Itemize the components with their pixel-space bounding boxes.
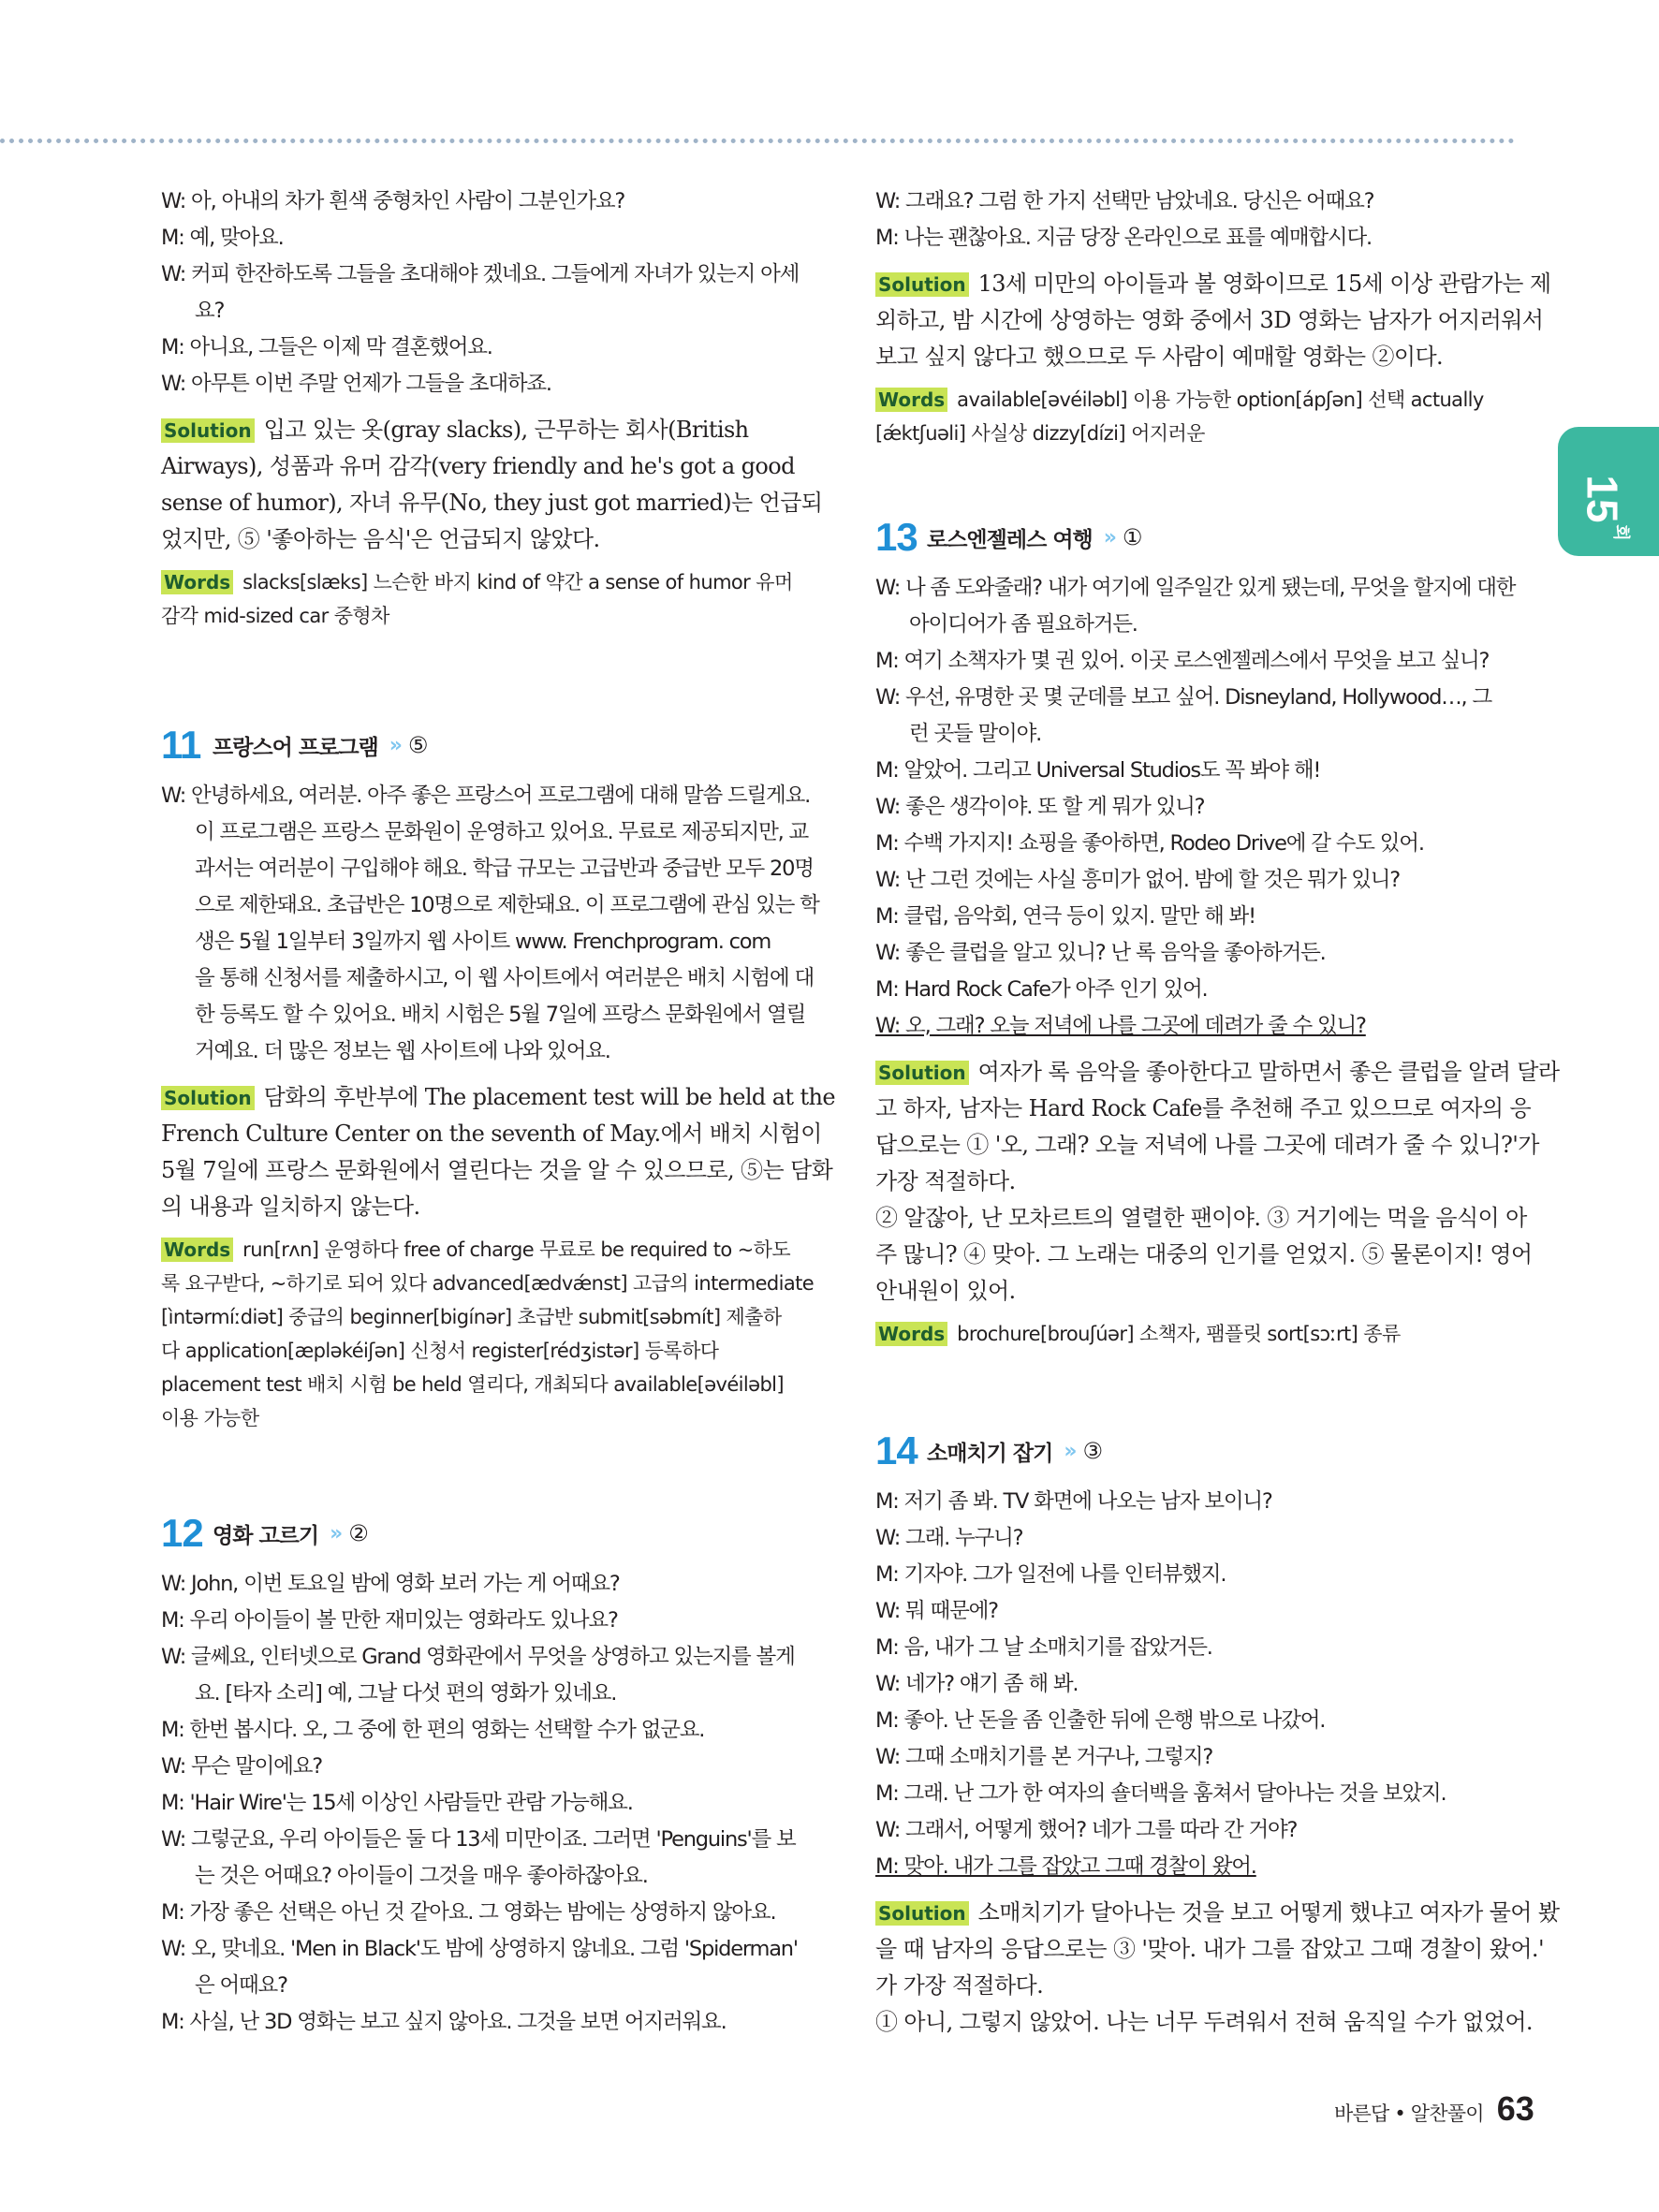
section-number: 11 xyxy=(161,723,201,767)
solution-line: 가장 적절하다. xyxy=(875,1168,1016,1194)
section-number: 13 xyxy=(875,515,918,559)
dialogue-line: M: 여기 소책자가 몇 권 있어. 이곳 로스엔젤레스에서 무엇을 보고 싶니? xyxy=(875,649,1490,673)
answer-mark: ① xyxy=(1122,524,1143,550)
page-number: 63 xyxy=(1496,2089,1534,2128)
footer-label: 바른답 • 알찬풀이 xyxy=(1334,2102,1484,2125)
section-13-heading xyxy=(875,514,1514,561)
top-dotted-rule xyxy=(0,139,1515,143)
answer-mark: ② xyxy=(348,1520,369,1546)
words-line: 다 application[æpləkéiʃən] 신청서 register[rédʒistər] 등록하다 xyxy=(161,1340,719,1362)
solution-paragraph: Solution 여자가 록 음악을 좋아한다고 말하면서 좋은 클럽을 알려 달라 xyxy=(875,1054,1514,1091)
dialogue-line: W: 난 그런 것에는 사실 흥미가 없어. 밤에 할 것은 뭐가 있니? xyxy=(875,868,1401,892)
dialogue-line: M: 아니요, 그들은 이제 막 결혼했어요. xyxy=(161,335,492,359)
solution-line: 의 내용과 일치하지 않는다. xyxy=(161,1194,420,1220)
dialogue-line: 요? xyxy=(195,299,225,323)
words-paragraph: Words available[əvéiləbl] 이용 가능한 option[ápʃən] 선택 actually xyxy=(875,383,1514,417)
solution-line: 고 하자, 남자는 Hard Rock Cafe를 추천해 주고 있으므로 여자의 응 xyxy=(875,1095,1532,1121)
words-line: [ìntərmíːdiət] 중급의 beginner[bigínər] 초급반 submit[səbmít] 제출하 xyxy=(161,1306,782,1328)
words-paragraph: Words run[rʌn] 운영하다 free of charge 무료로 be required to ~하도 xyxy=(161,1233,800,1267)
double-chevron-icon: ›› xyxy=(389,733,399,757)
solution-paragraph: Solution 입고 있는 옷(gray slacks), 근무하는 회사(British xyxy=(161,412,800,448)
dialogue-line: 생은 5월 1일부터 3일까지 웹 사이트 www. Frenchprogram. com xyxy=(195,930,771,954)
dialogue-line: W: 그래. 누구니? xyxy=(875,1526,1023,1550)
double-chevron-icon: ›› xyxy=(1103,525,1113,549)
dialogue-line: 을 통해 신청서를 제출하시고, 이 웹 사이트에서 여러분은 배치 시험에 대 xyxy=(195,966,814,990)
dialogue-line: M: 우리 아이들이 볼 만한 재미있는 영화라도 있나요? xyxy=(161,1608,618,1633)
solution-line: French Culture Center on the seventh of May.에서 배치 시험이 xyxy=(161,1121,822,1147)
dialogue-line: M: 사실, 난 3D 영화는 보고 싶지 않아요. 그것을 보면 어지러워요. xyxy=(161,2010,727,2034)
solution-tag: Solution xyxy=(875,272,969,297)
words-paragraph: Words brochure[brouʃúər] 소책자, 팸플릿 sort[sɔːrt] 종류 xyxy=(875,1317,1514,1351)
section-title: 소매치기 잡기 xyxy=(927,1441,1053,1466)
answer-dialogue-line: W: 오, 그래? 오늘 저녁에 나를 그곳에 데려가 줄 수 있니? xyxy=(875,1014,1366,1038)
dialogue-line: W: 좋은 생각이야. 또 할 게 뭐가 있니? xyxy=(875,795,1205,819)
words-tag: Words xyxy=(875,388,947,412)
solution-line: ① 아니, 그렇지 않았어. 나는 너무 두려워서 전혀 움직일 수가 없었어. xyxy=(875,2009,1533,2035)
dialogue-line: M: 클럽, 음악회, 연극 등이 있지. 말만 해 봐! xyxy=(875,904,1255,929)
dialogue-line: M: 좋아. 난 돈을 좀 인출한 뒤에 은행 밖으로 나갔어. xyxy=(875,1708,1326,1733)
solution-tag: Solution xyxy=(875,1061,969,1085)
dialogue-line: W: 무슨 말이에요? xyxy=(161,1754,322,1779)
solution-line: 안내원이 있어. xyxy=(875,1278,1016,1304)
words-line: placement test 배치 시험 be held 열리다, 개최되다 available[əvéiləbl] xyxy=(161,1373,785,1396)
unit-side-tab xyxy=(1558,427,1659,556)
solution-line: 답으로는 ① '오, 그래? 오늘 저녁에 나를 그곳에 데려가 줄 수 있니?'가 xyxy=(875,1132,1539,1158)
solution-line: 외하고, 밤 시간에 상영하는 영화 중에서 3D 영화는 남자가 어지러워서 xyxy=(875,307,1544,333)
dialogue-line: 거예요. 더 많은 정보는 웹 사이트에 나와 있어요. xyxy=(195,1039,610,1063)
answer-mark: ⑤ xyxy=(407,732,429,758)
solution-line: 었지만, ⑤ '좋아하는 음식'은 언급되지 않았다. xyxy=(161,526,600,552)
dialogue-line: M: 그래. 난 그가 한 여자의 숄더백을 훔쳐서 달아나는 것을 보았지. xyxy=(875,1781,1446,1806)
words-tag: Words xyxy=(875,1322,947,1346)
right-column xyxy=(875,183,1560,2041)
section-title: 로스엔젤레스 여행 xyxy=(927,527,1093,552)
dialogue-line: W: 우선, 유명한 곳 몇 군데를 보고 싶어. Disneyland, Hollywood…, 그 xyxy=(875,685,1491,710)
section-12-heading xyxy=(161,1510,800,1557)
words-line: [ǽktʃuəli] 사실상 dizzy[dízi] 어지러운 xyxy=(875,422,1205,445)
dialogue-line: W: 그래요? 그럼 한 가지 선택만 남았네요. 당신은 어때요? xyxy=(875,189,1374,213)
solution-tag: Solution xyxy=(161,418,255,443)
dialogue-line: M: 알았어. 그리고 Universal Studios도 꼭 봐야 해! xyxy=(875,758,1321,783)
dialogue-line: W: 그때 소매치기를 본 거구나, 그렇지? xyxy=(875,1745,1213,1769)
words-tag: Words xyxy=(161,1238,233,1262)
dialogue-line: M: 'Hair Wire'는 15세 이상인 사람들만 관람 가능해요. xyxy=(161,1791,633,1815)
dialogue-line: W: 안녕하세요, 여러분. 아주 좋은 프랑스어 프로그램에 대해 말씀 드릴게요. xyxy=(161,784,811,808)
solution-line: 가 가장 적절하다. xyxy=(875,1972,1044,1999)
solution-line: sense of humor), 자녀 유무(No, they just got married)는 언급되 xyxy=(161,490,823,516)
dialogue-line: W: 그래서, 어떻게 했어? 네가 그를 따라 간 거야? xyxy=(875,1818,1298,1842)
dialogue-line: W: John, 이번 토요일 밤에 영화 보러 가는 게 어때요? xyxy=(161,1572,620,1596)
solution-line: 보고 싶지 않다고 했으므로 두 사람이 예매할 영화는 ②이다. xyxy=(875,344,1444,370)
section-title: 영화 고르기 xyxy=(213,1523,319,1548)
solution-paragraph: Solution 담화의 후반부에 The placement test will be held at the xyxy=(161,1079,800,1116)
solution-line: 주 많니? ④ 맞아. 그 노래는 대중의 인기를 얻었지. ⑤ 물론이지! 영어 xyxy=(875,1241,1533,1267)
dialogue-line: 는 것은 어때요? 아이들이 그것을 매우 좋아하잖아요. xyxy=(195,1864,648,1888)
unit-label: 회 xyxy=(1610,524,1631,541)
dialogue-line: 이 프로그램은 프랑스 문화원이 운영하고 있어요. 무료로 제공되지만, 교 xyxy=(195,820,809,844)
dialogue-line: 은 어때요? xyxy=(195,1973,287,1998)
dialogue-line: M: 음, 내가 그 날 소매치기를 잡았거든. xyxy=(875,1635,1212,1660)
double-chevron-icon: ›› xyxy=(1064,1439,1074,1463)
solution-tag: Solution xyxy=(161,1086,255,1110)
words-line: 록 요구받다, ~하기로 되어 있다 advanced[ædvǽnst] 고급의 intermediate xyxy=(161,1272,815,1295)
dialogue-line: M: 가장 좋은 선택은 아닌 것 같아요. 그 영화는 밤에는 상영하지 않아요. xyxy=(161,1900,776,1925)
words-tag: Words xyxy=(161,570,233,594)
double-chevron-icon: ›› xyxy=(330,1521,340,1545)
dialogue-line: W: 네가? 얘기 좀 해 봐. xyxy=(875,1672,1079,1696)
dialogue-line: W: 오, 맞네요. 'Men in Black'도 밤에 상영하지 않네요. 그럼 'Spiderman' xyxy=(161,1937,798,1961)
dialogue-line: W: 커피 한잔하도록 그들을 초대해야 겠네요. 그들에게 자녀가 있는지 아세 xyxy=(161,262,800,286)
dialogue-line: M: 저기 좀 봐. TV 화면에 나오는 남자 보이니? xyxy=(875,1489,1272,1514)
unit-number: 15 xyxy=(1578,475,1627,523)
page-footer xyxy=(1334,2089,1534,2129)
solution-line: Airways), 성품과 유머 감각(very friendly and he's got a good xyxy=(161,453,795,479)
solution-line: 을 때 남자의 응답으로는 ③ '맞아. 내가 그를 잡았고 그때 경찰이 왔어.' xyxy=(875,1936,1544,1962)
dialogue-line: W: 아무튼 이번 주말 언제가 그들을 초대하죠. xyxy=(161,372,551,396)
words-paragraph: Words slacks[slæks] 느슨한 바지 kind of 약간 a sense of humor 유머 xyxy=(161,565,800,599)
section-number: 14 xyxy=(875,1428,918,1472)
words-line: 감각 mid-sized car 중형차 xyxy=(161,605,389,627)
dialogue-line: 아이디어가 좀 필요하거든. xyxy=(909,612,1138,637)
dialogue-line: W: 아, 아내의 차가 흰색 중형차인 사람이 그분인가요? xyxy=(161,189,625,213)
solution-tag: Solution xyxy=(875,1901,969,1926)
dialogue-line: M: 한번 봅시다. 오, 그 중에 한 편의 영화는 선택할 수가 없군요. xyxy=(161,1718,705,1742)
dialogue-line: W: 글쎄요, 인터넷으로 Grand 영화관에서 무엇을 상영하고 있는지를 볼게 xyxy=(161,1645,795,1669)
dialogue-line: W: 그렇군요, 우리 아이들은 둘 다 13세 미만이죠. 그러면 'Penguins'를 보 xyxy=(161,1827,796,1852)
dialogue-line: 으로 제한돼요. 초급반은 10명으로 제한돼요. 이 프로그램에 관심 있는 학 xyxy=(195,893,819,917)
solution-paragraph: Solution 소매치기가 달아나는 것을 보고 어떻게 했냐고 여자가 물어 봤 xyxy=(875,1895,1514,1931)
dialogue-line: 런 곳들 말이야. xyxy=(909,722,1042,746)
dialogue-line: W: 좋은 클럽을 알고 있니? 난 록 음악을 좋아하거든. xyxy=(875,941,1326,965)
section-number: 12 xyxy=(161,1511,203,1555)
section-title: 프랑스어 프로그램 xyxy=(213,735,378,760)
dialogue-line: M: 나는 괜찮아요. 지금 당장 온라인으로 표를 예매합시다. xyxy=(875,226,1372,250)
dialogue-line: M: 수백 가지지! 쇼핑을 좋아하면, Rodeo Drive에 갈 수도 있어. xyxy=(875,831,1424,856)
dialogue-line: 과서는 여러분이 구입해야 해요. 학급 규모는 고급반과 중급반 모두 20명 xyxy=(195,857,814,881)
answer-dialogue-line: M: 맞아. 내가 그를 잡았고 그때 경찰이 왔어. xyxy=(875,1854,1256,1879)
left-column xyxy=(161,183,836,2041)
dialogue-line: 요. [타자 소리] 예, 그날 다섯 편의 영화가 있네요. xyxy=(195,1681,617,1706)
solution-paragraph: Solution 13세 미만의 아이들과 볼 영화이므로 15세 이상 관람가는 제 xyxy=(875,266,1514,302)
solution-line: ② 알잖아, 난 모차르트의 열렬한 팬이야. ③ 거기에는 먹을 음식이 아 xyxy=(875,1205,1527,1231)
dialogue-line: 한 등록도 할 수 있어요. 배치 시험은 5월 7일에 프랑스 문화원에서 열릴 xyxy=(195,1003,806,1027)
answer-mark: ③ xyxy=(1082,1438,1103,1464)
words-line: 이용 가능한 xyxy=(161,1407,259,1429)
dialogue-line: M: 기자야. 그가 일전에 나를 인터뷰했지. xyxy=(875,1562,1226,1587)
dialogue-line: M: Hard Rock Cafe가 아주 인기 있어. xyxy=(875,977,1208,1002)
section-11-heading xyxy=(161,722,800,769)
section-14-heading xyxy=(875,1428,1514,1474)
dialogue-line: W: 뭐 때문에? xyxy=(875,1599,998,1623)
dialogue-line: M: 예, 맞아요. xyxy=(161,226,284,250)
solution-line: 5월 7일에 프랑스 문화원에서 열린다는 것을 알 수 있으므로, ⑤는 담화 xyxy=(161,1157,833,1183)
dialogue-line: W: 나 좀 도와줄래? 내가 여기에 일주일간 있게 됐는데, 무엇을 할지에 대한 xyxy=(875,576,1516,600)
